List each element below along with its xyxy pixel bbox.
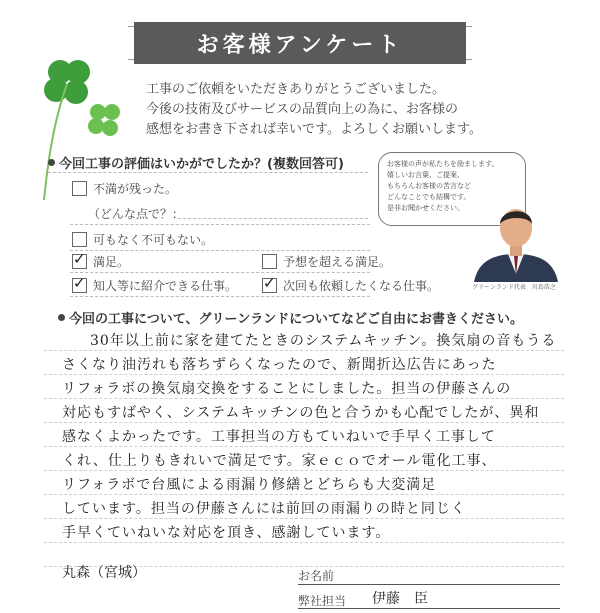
speech-bubble: お客様の声が私たちを励まします。 嬉しいお言葉、ご提案、 もちろんお客様の苦言など どんなことでも結構です。 是非お聞かせください。 — [378, 152, 526, 226]
ruled-line — [44, 446, 564, 447]
checkbox-request-again[interactable] — [262, 278, 277, 293]
ruled-line — [44, 350, 564, 351]
divider — [70, 250, 370, 251]
option-beyond-expectation[interactable]: 予想を超える満足。 — [262, 253, 391, 270]
ruled-line — [44, 398, 564, 399]
checkbox-neutral[interactable] — [72, 232, 87, 247]
comment-line: 手早くていねいな対応を頂き、感謝しています。 — [62, 525, 391, 541]
ruled-line — [44, 374, 564, 375]
comment-line: 対応もすばやく、システムキッチンの色と合うかも心配でしたが、異和 — [62, 405, 540, 421]
ruled-line — [44, 518, 564, 519]
name-line — [298, 584, 560, 585]
which-point-field: （どんな点で？： — [88, 207, 185, 221]
intro-line: 今後の技術及びサービスの品質向上の為に、お客様の — [146, 102, 459, 117]
staff-line — [298, 608, 560, 609]
comment-line: さくなり油汚れも落ちずらくなったので、新聞折込広告にあった — [62, 357, 497, 373]
option-dissatisfied[interactable]: 不満が残った。 — [72, 180, 177, 197]
comment-line: 感なくよかったです。工事担当の方もていねいで手早く工事して — [62, 429, 496, 445]
intro-text — [146, 80, 546, 140]
comment-line: リフォラボで台風による雨漏り修繕とどちらも大変満足 — [62, 477, 437, 493]
question-1 — [48, 153, 344, 172]
ruled-line — [44, 542, 564, 543]
question-2 — [58, 308, 523, 327]
option-satisfied[interactable]: ✓ 満足。 — [72, 253, 129, 270]
divider — [48, 172, 368, 173]
staff-photo — [470, 196, 562, 282]
intro-line: 工事のご依頼をいただきありがとうございました。 — [146, 82, 446, 97]
comment-line: リフォラボの換気扇交換をすることにしました。担当の伊藤さんの — [62, 381, 512, 397]
divider — [70, 224, 370, 225]
staff-label: 弊社担当 — [298, 594, 347, 608]
checkbox-beyond-expectation[interactable] — [262, 254, 277, 269]
question-1-text: 今回工事の評価はいかがでしたか？(複数回答可) — [59, 157, 344, 172]
clover-icon — [34, 50, 144, 200]
address: 丸森（宮城） — [62, 565, 146, 581]
option-recommend[interactable]: ✓ 知人等に紹介できる仕事。 — [72, 277, 237, 294]
question-2-text: 今回の工事について、グリーンランドについてなどご自由にお書きください。 — [69, 312, 523, 327]
comment-line: 30年以上前に家を建てたときのシステムキッチン。換気扇の音もうる — [90, 333, 557, 349]
option-neutral[interactable]: 可もなく不可もない。 — [72, 231, 213, 248]
ruled-line — [44, 422, 564, 423]
checkbox-recommend[interactable] — [72, 278, 87, 293]
divider — [178, 218, 368, 219]
divider — [70, 296, 370, 297]
checkbox-dissatisfied[interactable] — [72, 181, 87, 196]
staff-name: 伊藤 臣 — [372, 591, 428, 607]
checkbox-satisfied[interactable] — [72, 254, 87, 269]
intro-line: 感想をお書き下されば幸いです。よろしくお願いします。 — [146, 122, 482, 137]
staff-caption: グリーンランド代表 川島浩之 — [472, 284, 556, 291]
ruled-line — [44, 494, 564, 495]
bullet-icon — [48, 159, 55, 166]
comment-line: くれ、仕上りもきれいで満足です。家ｅｃｏでオール電化工事、 — [62, 453, 497, 469]
comment-line: しています。担当の伊藤さんには前回の雨漏りの時と同じく — [62, 501, 466, 517]
option-request-again[interactable]: ✓ 次回も依頼したくなる仕事。 — [262, 277, 439, 294]
page-title: お客様アンケート — [134, 22, 466, 64]
divider — [70, 272, 370, 273]
ruled-line — [44, 470, 564, 471]
bullet-icon — [58, 314, 65, 321]
name-label: お名前 — [298, 569, 335, 583]
